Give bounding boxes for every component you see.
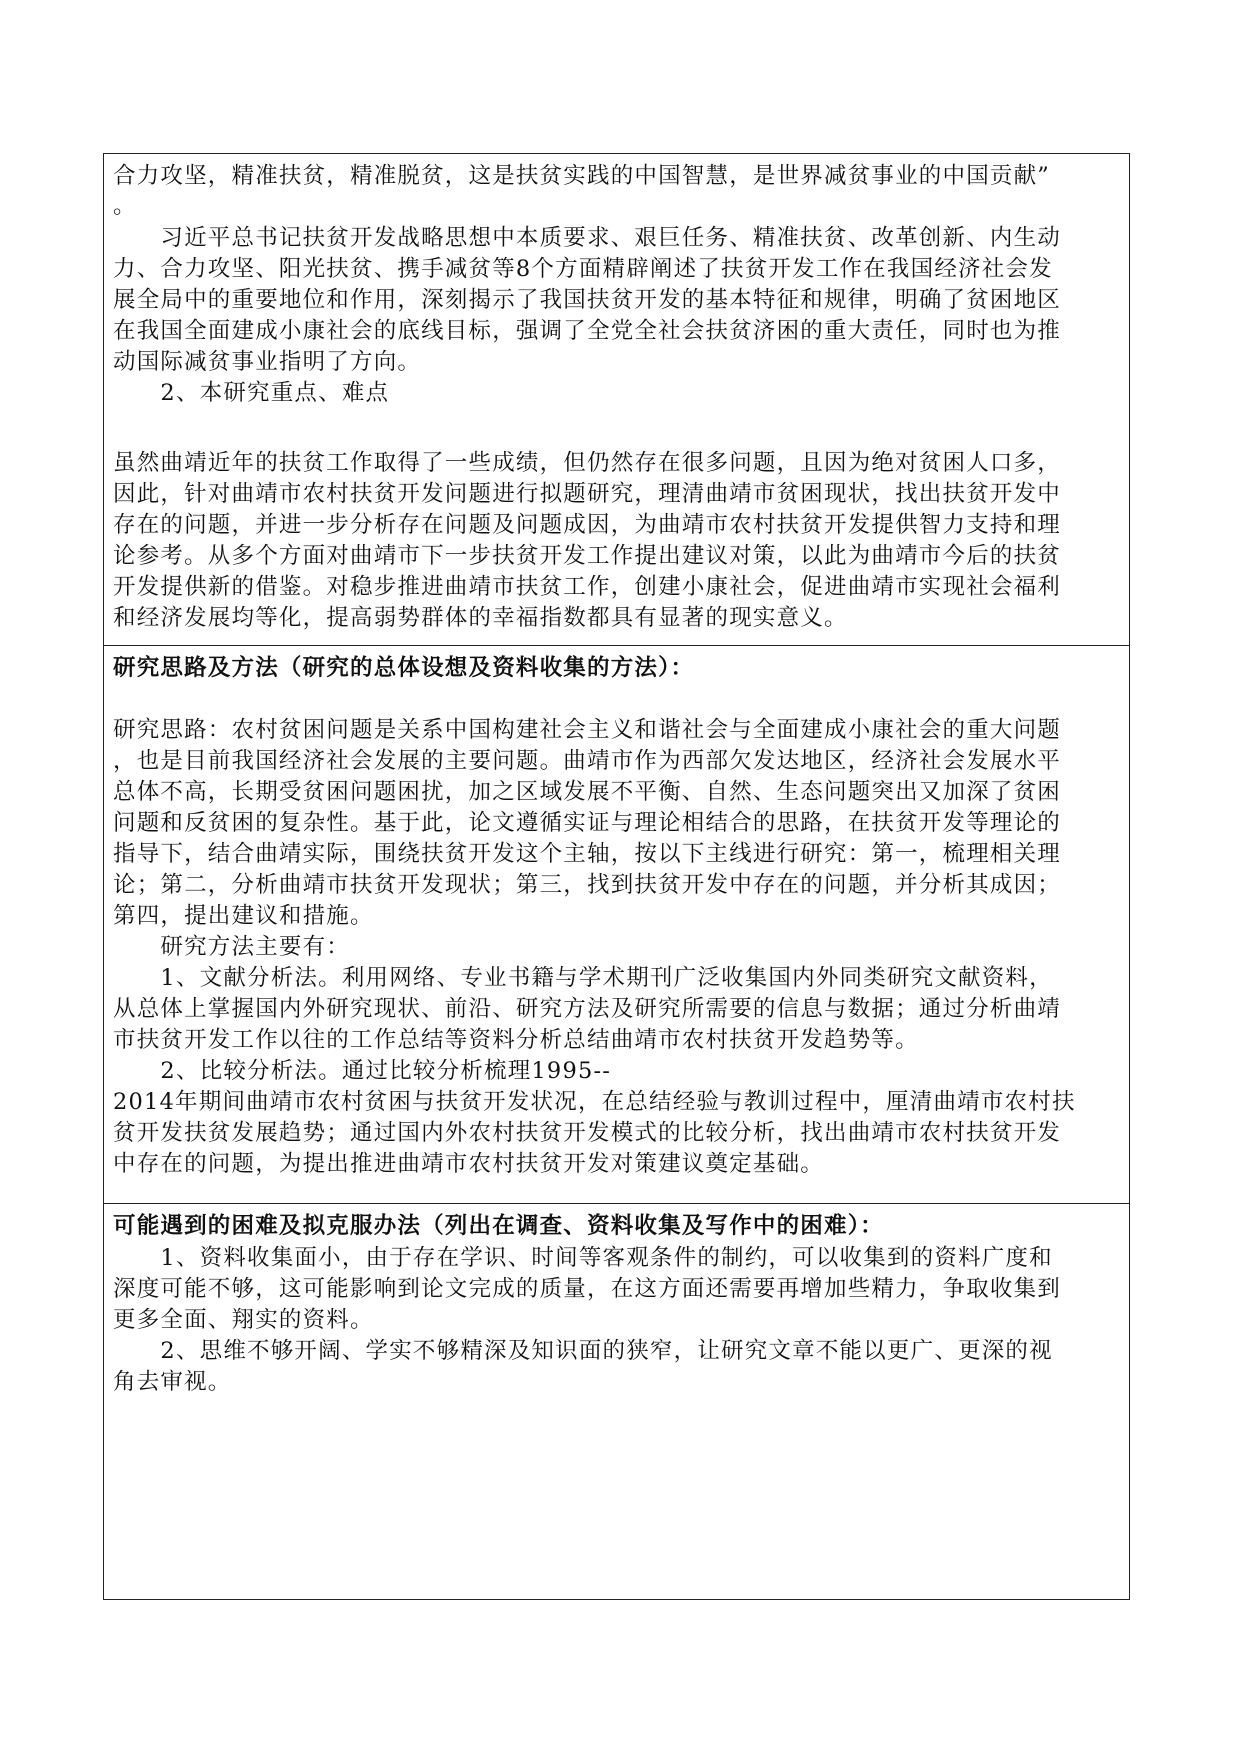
text-line: ，也是目前我国经济社会发展的主要问题。曲靖市作为西部欠发达地区，经济社会发展水平 <box>113 748 1062 774</box>
text-line: 1、文献分析法。利用网络、专业书籍与学术期刊广泛收集国内外同类研究文献资料， <box>113 965 1053 991</box>
text-line: 角去审视。 <box>113 1369 232 1395</box>
text-line: 论；第二，分析曲靖市扶贫开发现状；第三，找到扶贫开发中存在的问题，并分析其成因； <box>113 872 1062 898</box>
text-line: 习近平总书记扶贫开发战略思想中本质要求、艰巨任务、精准扶贫、改革创新、内生动 <box>113 225 1062 251</box>
text-line: 指导下，结合曲靖实际，围绕扶贫开发这个主轴，按以下主线进行研究：第一，梳理相关理 <box>113 841 1062 867</box>
text-line: 2、思维不够开阔、学实不够精深及知识面的狭窄，让研究文章不能以更广、更深的视 <box>113 1338 1053 1364</box>
subheading-research-focus: 2、本研究重点、难点 <box>113 380 390 406</box>
text-line: 2、比较分析法。通过比较分析梳理1995-- <box>113 1058 612 1084</box>
table-cell-difficulties <box>103 1203 1130 1600</box>
table-cell-research-methods <box>103 645 1130 1203</box>
table-cell-background <box>103 153 1130 645</box>
text-line: 2014年期间曲靖市农村贫困与扶贫开发状况，在总结经验与教训过程中，厘清曲靖市农村扶 <box>113 1089 1076 1115</box>
text-line: 动国际减贫事业指明了方向。 <box>113 349 422 375</box>
text-line: 深度可能不够，这可能影响到论文完成的质量，在这方面还需要再增加些精力，争取收集到 <box>113 1276 1062 1302</box>
text-line: 论参考。从多个方面对曲靖市下一步扶贫开发工作提出建议对策，以此为曲靖市今后的扶贫 <box>113 543 1062 569</box>
section-heading-methods: 研究思路及方法（研究的总体设想及资料收集的方法）： <box>113 655 695 681</box>
section-heading-difficulties: 可能遇到的困难及拟克服办法（列出在调查、资料收集及写作中的困难）： <box>113 1213 884 1239</box>
text-line: 存在的问题，并进一步分析存在问题及问题成因，为曲靖市农村扶贫开发提供智力支持和理 <box>113 512 1062 538</box>
text-line: 研究思路：农村贫困问题是关系中国构建社会主义和谐社会与全面建成小康社会的重大问题 <box>113 717 1062 743</box>
text-line: 合力攻坚，精准扶贫，精准脱贫，这是扶贫实践的中国智慧，是世界减贫事业的中国贡献” <box>113 163 1051 189</box>
text-line: 研究方法主要有： <box>113 934 351 960</box>
text-line: 和经济发展均等化，提高弱势群体的幸福指数都具有显著的现实意义。 <box>113 605 848 631</box>
text-line: 1、资料收集面小，由于存在学识、时间等客观条件的制约，可以收集到的资料广度和 <box>113 1245 1053 1271</box>
text-line: 在我国全面建成小康社会的底线目标，强调了全党全社会扶贫济困的重大责任，同时也为推 <box>113 318 1062 344</box>
text-line: 展全局中的重要地位和作用，深刻揭示了我国扶贫开发的基本特征和规律，明确了贫困地区 <box>113 287 1062 313</box>
text-line: 市扶贫开发工作以往的工作总结等资料分析总结曲靖市农村扶贫开发趋势等。 <box>113 1027 919 1053</box>
text-line: 总体不高，长期受贫困问题困扰，加之区域发展不平衡、自然、生态问题突出又加深了贫困 <box>113 779 1062 805</box>
text-line: 虽然曲靖近年的扶贫工作取得了一些成绩，但仍然存在很多问题，且因为绝对贫困人口多， <box>113 450 1062 476</box>
text-line: 因此，针对曲靖市农村扶贫开发问题进行拟题研究，理清曲靖市贫困现状，找出扶贫开发中 <box>113 481 1062 507</box>
text-line: 第四，提出建议和措施。 <box>113 903 374 929</box>
text-line: 力、合力攻坚、阳光扶贫、携手减贫等8个方面精辟阐述了扶贫开发工作在我国经济社会发 <box>113 256 1053 282</box>
text-line: 问题和反贫困的复杂性。基于此，论文遵循实证与理论相结合的思路，在扶贫开发等理论的 <box>113 810 1062 836</box>
text-line: 从总体上掌握国内外研究现状、前沿、研究方法及研究所需要的信息与数据；通过分析曲靖 <box>113 996 1062 1022</box>
text-line: 更多全面、翔实的资料。 <box>113 1307 374 1333</box>
text-line: 开发提供新的借鉴。对稳步推进曲靖市扶贫工作，创建小康社会，促进曲靖市实现社会福利 <box>113 574 1062 600</box>
text-line: 中存在的问题，为提出推进曲靖市农村扶贫开发对策建议奠定基础。 <box>113 1151 825 1177</box>
text-line: 。 <box>113 193 137 219</box>
text-line: 贫开发扶贫发展趋势；通过国内外农村扶贫开发模式的比较分析，找出曲靖市农村扶贫开发 <box>113 1120 1062 1146</box>
